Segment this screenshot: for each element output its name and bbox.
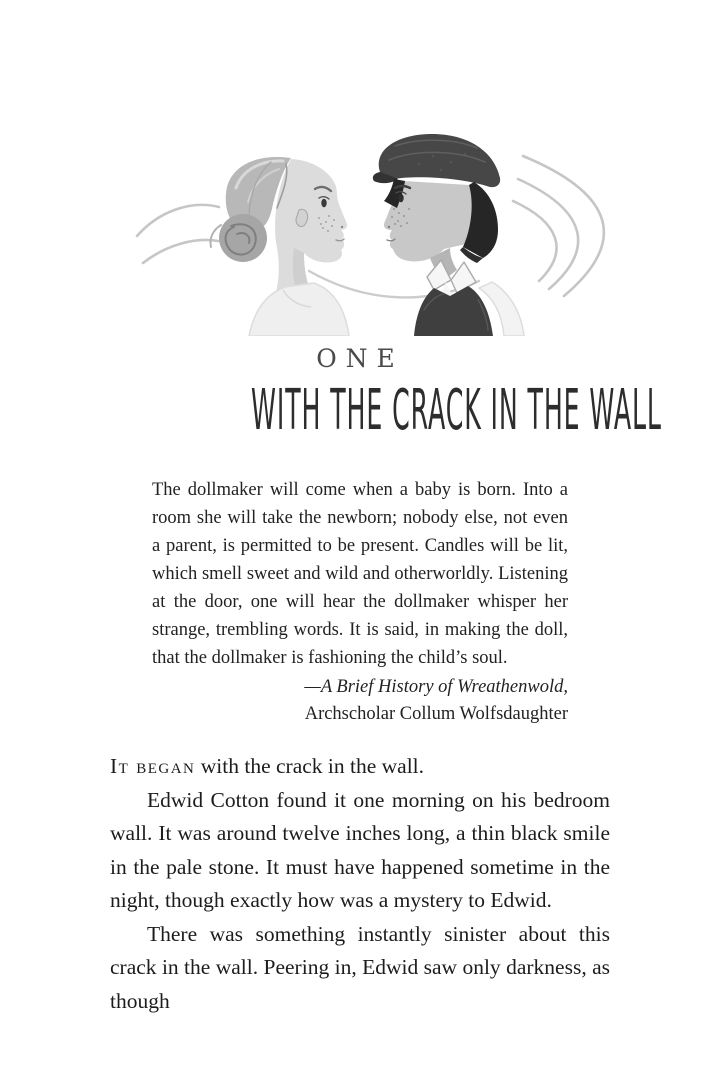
children-profiles-drawing [133, 130, 645, 336]
opening-smallcaps: It began [110, 754, 196, 778]
chapter-illustration [133, 130, 645, 336]
girl-eye [321, 199, 326, 208]
paragraph-opening [110, 750, 610, 784]
vest [414, 286, 493, 336]
chapter-number: ONE [316, 344, 404, 373]
chapter-title-text: WITH THE CRACK IN THE WALL [251, 378, 662, 443]
girl-ear [296, 209, 308, 226]
boy-eye [398, 194, 403, 203]
wind-swoosh-right-icon [513, 156, 604, 296]
epigraph-attribution [152, 674, 568, 728]
paragraph-three: There was something instantly sinister about this crack in the wall. Peering in, Edwid saw only darkness, as though [110, 921, 610, 1013]
paragraph-two: Edwid Cotton found it one morning on his bedroom wall. It was around twelve inches long, a thin black smile in the pale stone. It must have happened sometime in the night, though exactly how was a mystery to Edwid. [110, 787, 610, 912]
boy-profile [373, 134, 524, 336]
epigraph-source-title: —A Brief History of Wreathenwold, [304, 677, 568, 697]
epigraph-source-author: Archscholar Collum Wolfsdaughter [304, 704, 568, 724]
chapter-title [0, 378, 720, 443]
opening-rest: with the crack in the wall. [195, 754, 425, 778]
girl-profile [210, 157, 349, 336]
body-text [110, 750, 610, 1018]
epigraph-text: The dollmaker will come when a baby is born. Into a room she will take the newborn; nobody else, not even a parent, is permitted to be present. Candles will be lit, which smell sweet and wild and otherworldly. Listening at the door, one will hear the dollmaker whisper her strange, trembling words. It is said, in making the doll, that the dollmaker is fashioning the child’s soul. [152, 480, 568, 668]
wind-swoosh-left-icon [137, 205, 219, 263]
epigraph [152, 476, 568, 672]
